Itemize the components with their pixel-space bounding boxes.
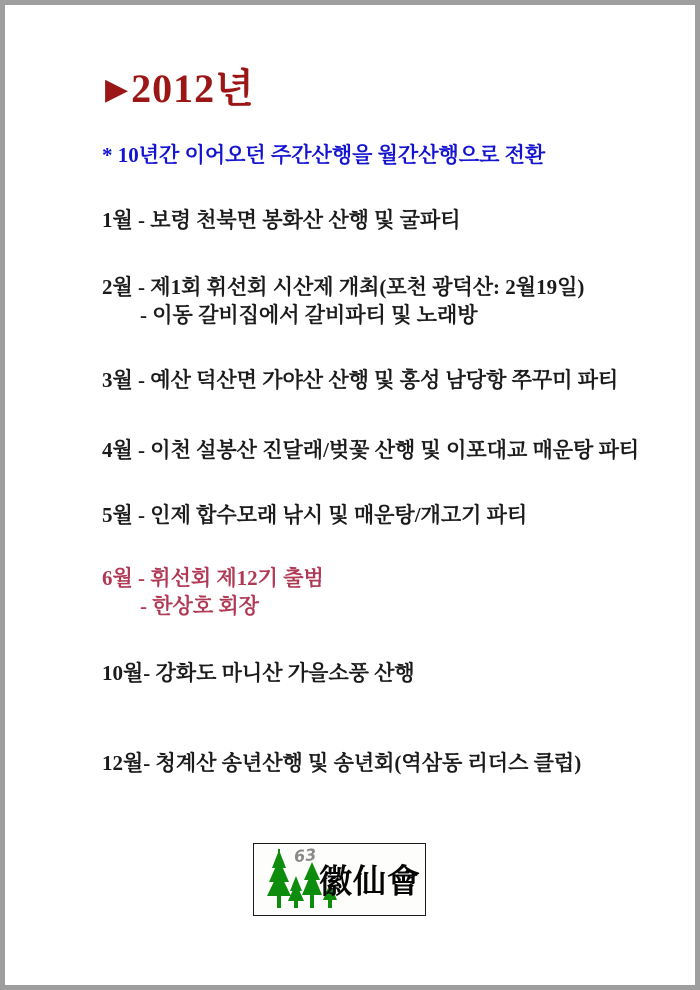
entry-line: 4월 - 이천 설봉산 진달래/벚꽃 산행 및 이포대교 매운탕 파티	[102, 438, 640, 462]
entry-line: - 한상호 회장	[140, 594, 259, 618]
club-logo	[253, 843, 426, 916]
conversion-note: * 10년간 이어오던 주간산행을 월간산행으로 전환	[102, 143, 546, 167]
schedule-entry-may	[102, 501, 527, 529]
page-title	[105, 57, 255, 114]
entry-line: 1월 - 보령 천북면 봉화산 산행 및 굴파티	[102, 208, 461, 232]
entry-line: 5월 - 인제 합수모래 낚시 및 매운탕/개고기 파티	[102, 503, 528, 527]
entry-line: 2월 - 제1회 휘선회 시산제 개최(포천 광덕산: 2월19일)	[102, 275, 585, 299]
schedule-entry-march	[102, 366, 618, 394]
entry-line: 3월 - 예산 덕산면 가야산 산행 및 홍성 남당항 쭈꾸미 파티	[102, 368, 619, 392]
entry-line: - 이동 갈비집에서 갈비파티 및 노래방	[140, 303, 478, 327]
schedule-entry-april	[102, 436, 639, 464]
schedule-entry-february	[102, 273, 584, 329]
club-name-calligraphy: 徽仙會	[319, 864, 421, 901]
page-title-text: 2012년	[131, 66, 255, 111]
schedule-entry-december	[102, 749, 581, 777]
triangle-bullet-icon: ▶	[105, 72, 130, 107]
entry-line: 6월 - 휘선회 제12기 출범	[102, 566, 324, 590]
logo-number: 63	[293, 844, 318, 867]
entry-line: 10월- 강화도 마니산 가을소풍 산행	[102, 661, 415, 685]
schedule-entry-june	[102, 564, 324, 620]
schedule-entry-january	[102, 206, 461, 234]
schedule-entry-october	[102, 659, 415, 687]
entry-line: 12월- 청계산 송년산행 및 송년회(역삼동 리더스 클럽)	[102, 751, 582, 775]
